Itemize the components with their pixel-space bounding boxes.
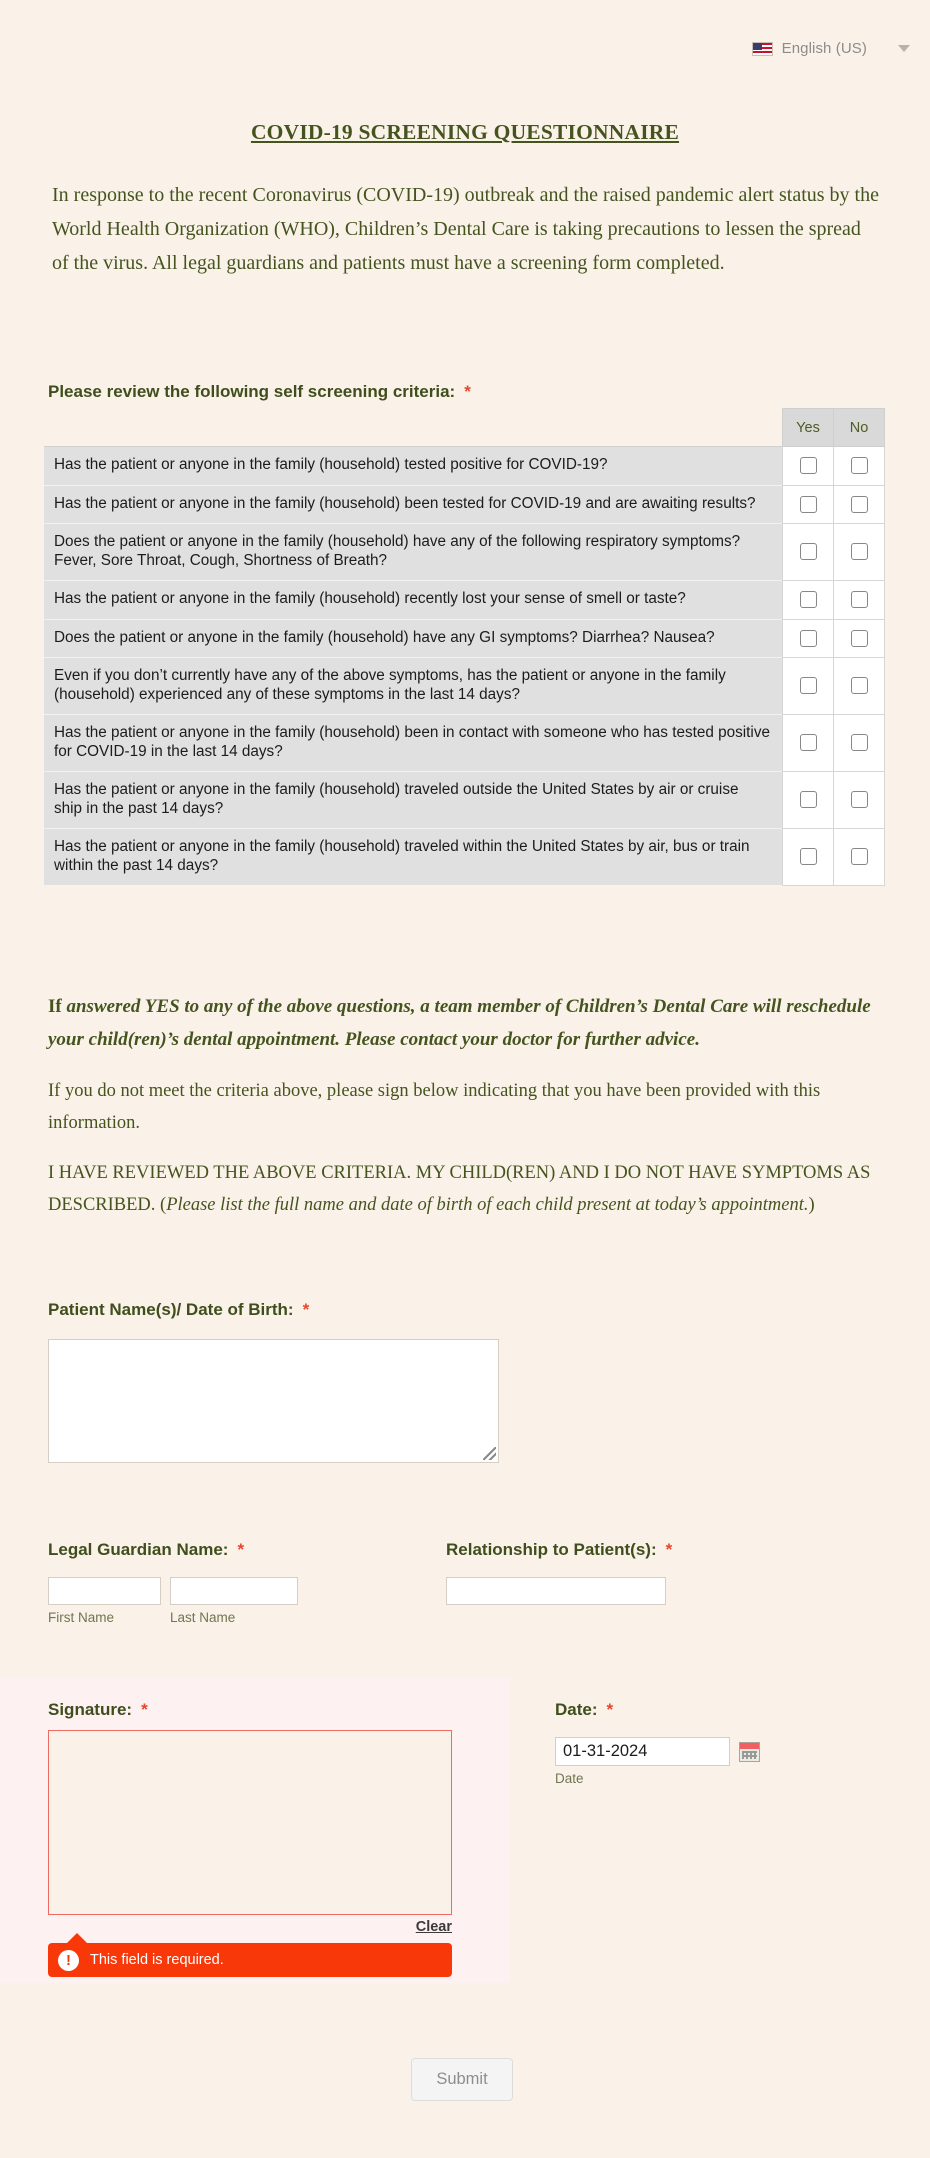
checkbox-yes[interactable] <box>800 496 817 513</box>
us-flag-icon <box>752 42 773 56</box>
question-text: Does the patient or anyone in the family (household) have any GI symptoms? Diarrhea? Nausea? <box>44 619 783 658</box>
relationship-label <box>446 1540 672 1560</box>
required-asterisk: * <box>464 382 471 401</box>
language-selector[interactable] <box>752 40 910 57</box>
matrix-header <box>44 409 885 447</box>
relationship-block <box>446 1540 672 1605</box>
question-text: Has the patient or anyone in the family (household) been in contact with someone who has tested positive for COVID-19 in the last 14 days? <box>44 715 783 772</box>
question-text: Has the patient or anyone in the family (household) traveled within the United States by air, bus or train within the past 14 days? <box>44 829 783 886</box>
table-row <box>44 524 885 581</box>
checkbox-no[interactable] <box>851 677 868 694</box>
question-text: Has the patient or anyone in the family (household) traveled outside the United States by air or cruise ship in the past 14 days? <box>44 772 783 829</box>
checkbox-cell-yes[interactable] <box>783 447 834 486</box>
checkbox-cell-no[interactable] <box>834 658 885 715</box>
table-row <box>44 772 885 829</box>
attestation-italic: Please list the full name and date of birth of each child present at today’s appointment. <box>166 1195 809 1215</box>
checkbox-yes[interactable] <box>800 630 817 647</box>
checkbox-yes[interactable] <box>800 543 817 560</box>
checkbox-no[interactable] <box>851 543 868 560</box>
column-header-yes: Yes <box>783 409 834 447</box>
checkbox-cell-yes[interactable] <box>783 715 834 772</box>
checkbox-no[interactable] <box>851 591 868 608</box>
checkbox-yes[interactable] <box>800 591 817 608</box>
date-block <box>555 1700 760 1786</box>
criteria-label-text: Please review the following self screening criteria: <box>48 382 456 401</box>
checkbox-cell-yes[interactable] <box>783 581 834 620</box>
warning-statement <box>48 990 888 1056</box>
submit-button[interactable]: Submit <box>411 2058 513 2101</box>
guardian-name-label <box>48 1540 298 1560</box>
signature-block <box>0 1678 510 1983</box>
table-row <box>44 658 885 715</box>
sign-notice: If you do not meet the criteria above, please sign below indicating that you have been provided with this information. <box>48 1081 821 1133</box>
guardian-first-name-input[interactable] <box>48 1577 161 1605</box>
date-sublabel: Date <box>555 1771 584 1786</box>
warning-text: answered YES to any of the above questions, a team member of Children’s Dental Care will reschedule your child(ren)’s dental appointment. Please contact your doctor for further advice. <box>48 996 871 1050</box>
table-row <box>44 581 885 620</box>
checkbox-no[interactable] <box>851 457 868 474</box>
question-text: Even if you don’t currently have any of the above symptoms, has the patient or anyone in the family (household) experienced any of these symptoms in the last 14 days? <box>44 658 783 715</box>
guardian-name-sublabels <box>48 1605 298 1625</box>
checkbox-cell-yes[interactable] <box>783 619 834 658</box>
checkbox-cell-yes[interactable] <box>783 524 834 581</box>
checkbox-no[interactable] <box>851 496 868 513</box>
guardian-name-label-text: Legal Guardian Name: <box>48 1540 229 1559</box>
checkbox-cell-no[interactable] <box>834 581 885 620</box>
checkbox-yes[interactable] <box>800 734 817 751</box>
resize-grip-icon[interactable] <box>483 1447 496 1460</box>
signature-label-text: Signature: <box>48 1700 133 1719</box>
relationship-label-text: Relationship to Patient(s): <box>446 1540 657 1559</box>
checkbox-no[interactable] <box>851 734 868 751</box>
exclamation-icon: ! <box>58 1950 79 1971</box>
date-input-row <box>555 1737 760 1766</box>
required-asterisk: * <box>237 1540 245 1559</box>
last-name-sublabel: Last Name <box>170 1610 236 1625</box>
checkbox-cell-no[interactable] <box>834 829 885 886</box>
table-row <box>44 485 885 524</box>
relationship-input[interactable] <box>446 1577 666 1605</box>
checkbox-cell-yes[interactable] <box>783 772 834 829</box>
table-row <box>44 447 885 486</box>
required-asterisk: * <box>141 1700 148 1719</box>
matrix-header-row <box>44 409 885 447</box>
first-name-sublabel: First Name <box>48 1610 115 1625</box>
checkbox-yes[interactable] <box>800 848 817 865</box>
language-label: English (US) <box>781 40 867 57</box>
patient-name-label-text: Patient Name(s)/ Date of Birth: <box>48 1300 294 1319</box>
checkbox-cell-no[interactable] <box>834 447 885 486</box>
attestation-close: ) <box>808 1195 815 1215</box>
date-input[interactable]: 01-31-2024 <box>555 1737 730 1766</box>
matrix-body <box>44 447 885 886</box>
checkbox-no[interactable] <box>851 848 868 865</box>
chevron-down-icon[interactable] <box>898 45 910 52</box>
checkbox-cell-no[interactable] <box>834 524 885 581</box>
column-header-no: No <box>834 409 885 447</box>
checkbox-cell-yes[interactable] <box>783 485 834 524</box>
checkbox-cell-yes[interactable] <box>783 829 834 886</box>
warning-lead: If <box>48 996 62 1017</box>
patient-name-textarea[interactable] <box>48 1339 499 1463</box>
guardian-last-name-input[interactable] <box>170 1577 298 1605</box>
calendar-icon[interactable] <box>739 1742 760 1762</box>
guardian-name-inputs <box>48 1577 298 1605</box>
attestation-statement <box>48 1157 888 1221</box>
checkbox-cell-no[interactable] <box>834 619 885 658</box>
patient-name-label <box>48 1300 499 1320</box>
error-text: This field is required. <box>90 1952 224 1968</box>
table-row <box>44 829 885 886</box>
patient-name-block <box>48 1300 499 1463</box>
question-text: Has the patient or anyone in the family (household) recently lost your sense of smell or taste? <box>44 581 783 620</box>
required-asterisk: * <box>302 1300 310 1319</box>
checkbox-yes[interactable] <box>800 791 817 808</box>
checkbox-no[interactable] <box>851 791 868 808</box>
signature-pad[interactable] <box>48 1730 452 1915</box>
date-label <box>555 1700 760 1720</box>
required-asterisk: * <box>606 1700 614 1719</box>
screening-matrix <box>44 408 885 886</box>
required-asterisk: * <box>665 1540 673 1559</box>
intro-paragraph: In response to the recent Coronavirus (COVID-19) outbreak and the raised pandemic alert status by the World Health Organization (WHO), Children’s Dental Care is taking precautions to lessen the spread of the virus. All legal guardians and patients must have a screening form completed. <box>52 184 879 274</box>
checkbox-yes[interactable] <box>800 457 817 474</box>
criteria-label <box>48 382 471 402</box>
matrix-header-spacer <box>44 409 783 447</box>
checkbox-no[interactable] <box>851 630 868 647</box>
table-row <box>44 619 885 658</box>
clear-signature-link[interactable]: Clear <box>415 1919 452 1935</box>
attestation-text: I HAVE REVIEWED THE ABOVE CRITERIA. MY CHILD(REN) AND I DO NOT HAVE SYMPTOMS AS DESCRIBED. ( <box>48 1163 871 1215</box>
question-text: Has the patient or anyone in the family (household) been tested for COVID-19 and are awaiting results? <box>44 485 783 524</box>
checkbox-cell-no[interactable] <box>834 772 885 829</box>
table-row <box>44 715 885 772</box>
question-text: Does the patient or anyone in the family (household) have any of the following respiratory symptoms? Fever, Sore Throat, Cough, Shortness of Breath? <box>44 524 783 581</box>
checkbox-yes[interactable] <box>800 677 817 694</box>
page-title: COVID-19 SCREENING QUESTIONNAIRE <box>250 120 680 144</box>
signature-label <box>48 1700 148 1720</box>
guardian-name-block <box>48 1540 298 1625</box>
signature-error-message <box>48 1943 452 1977</box>
checkbox-cell-no[interactable] <box>834 715 885 772</box>
date-label-text: Date: <box>555 1700 598 1719</box>
checkbox-cell-yes[interactable] <box>783 658 834 715</box>
question-text: Has the patient or anyone in the family (household) tested positive for COVID-19? <box>44 447 783 486</box>
checkbox-cell-no[interactable] <box>834 485 885 524</box>
